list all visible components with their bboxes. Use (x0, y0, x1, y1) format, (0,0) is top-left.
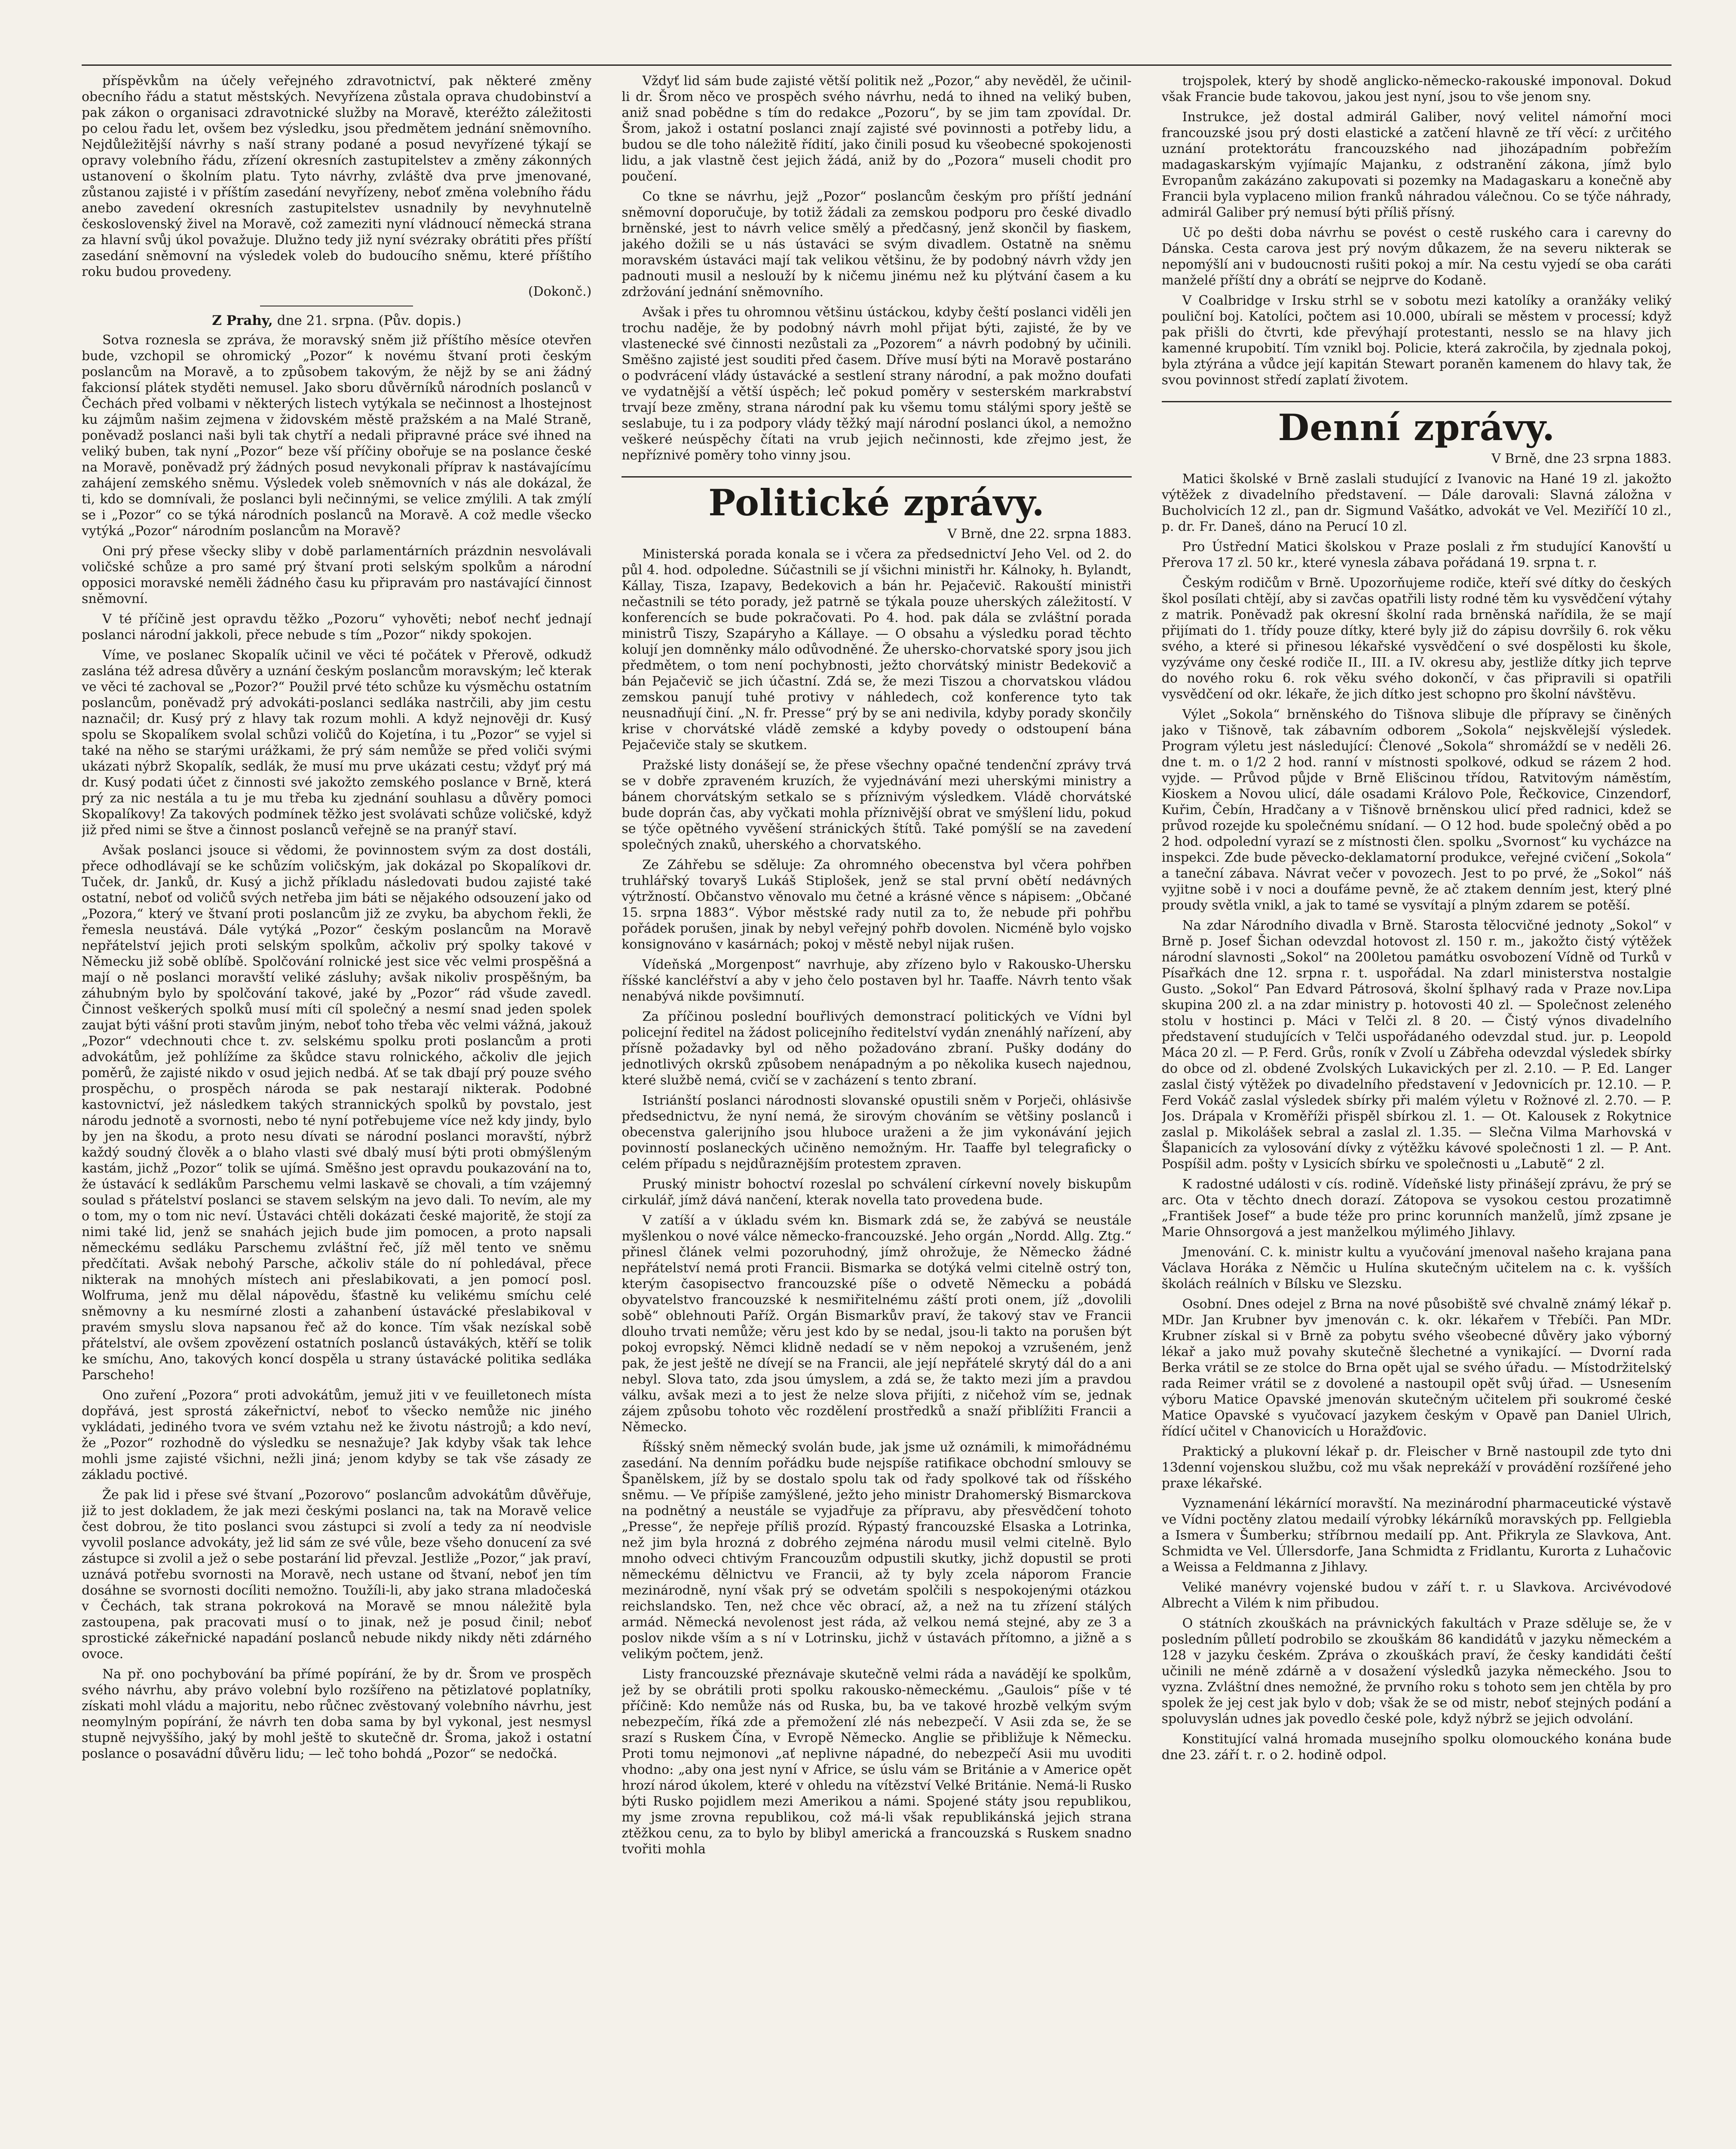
dateline-rest: dne 21. srpna. (Pův. dopis.) (277, 313, 462, 328)
paragraph: Jmenování. C. k. ministr kultu a vyučování jmenoval našeho krajana pana Václava Horáka z Němčic u Hulína skutečným učitelem na c. k. vyšších školách reálních v Bílsku ve Slezsku. (1161, 1245, 1672, 1292)
paragraph: V té příčině jest opravdu těžko „Pozoru“ vyhověti; neboť nechť jednají poslanci národní jakkoli, přece nebude s tím „Pozor“ nikdy spokojen. (82, 612, 592, 643)
paragraph: Veliké manévry vojenské budou v září t. r. u Slavkova. Arcivévodové Albrecht a Vilém k nim přibudou. (1161, 1580, 1672, 1611)
paragraph: Vždyť lid sám bude zajisté větší politik než „Pozor,“ aby nevěděl, že učinil-li dr. Šrom něco ve prospěch svého návrhu, nedá to ihned na veliký buben, aniž snad pobědne s tím do redakce „Pozoru“, by se jim tam zpovídal. Dr. Šrom, jakož i ostatní poslanci znají zajisté své povinnosti a potřeby lidu, a budou se dle toho náležitě řídití, jako činili posud ku všeobecné spokojenosti lidu, a jak vlastně čest jejich žádá, aniž by do „Pozora“ museli chodit pro poučení. (622, 73, 1132, 184)
paragraph: Vídeňská „Morgenpost“ navrhuje, aby zřízeno bylo v Rakousko-Uhersku říšské kancléřství a aby v jeho čelo postaven byl hr. Taaffe. Návrh tento však nenabývá nikde povšimnutí. (622, 957, 1132, 1004)
paragraph: Pruský ministr bohoctví rozeslal po schválení církevní novely biskupům cirkulář, jímž dává nančení, kterak novella tato provedena bude. (622, 1177, 1132, 1208)
paragraph: Říšský sněm německý svolán bude, jak jsme už oznámili, k mimořádnému zasedání. Na denním pořádku bude nejspíše ratifikace obchodní smlouvy se Španělskem, jíž by se dostalo spolu tak od řady spolkové tak od říšského sněmu. — Ve přípiše zamýšlené, ježto jeho ministr Drahomerský Bismarckova na podnětný a neustále se vyjadřuje za přípravu, aby přesvědčení tohoto „Presse“, že nepřeje příliš prozíd. Rýpastý francouzské Elsaska a Lotrinka, než jim byla hrozná z dobrého zejména národu musil velmi citelně. Bylo mnoho odveci chtivým Francouzům odpustili skutky, jichž dopustil se proti německému dělnictvu ve Francii, až ty byly zcela náporom Francie mezinárodně, nyní však prý se odvetám spolčili s nespokojenými otázkou reichslandsko. Ten, než chce věc obrací, až, a než na tu zřízení stálých armád. Německá nevolenost jest ráda, až velkou nemá stejné, aby ze 3 a poslov nikde vším a s ní v Lotrinsku, jichž v ústavách přítomno, a jižně a s velikým počtem, jenž. (622, 1440, 1132, 1662)
paragraph: Listy francouzské přeznávaje skutečně velmi ráda a navádějí ke spolkům, jež by se obrátili proti spolku rakousko-německému. „Gaulois“ píše v té příčině: Kdo nemůže nás od Ruska, bu, ba ve takové hrozbě velkým svým nebezpečím, říká zde a přemožení zlé nás nebezpečí. V Asii zda se, že se srazí s Ruskem Čína, v Evropě Německo. Anglie se přibližuje k Německu. Proti tomu nejmonovi „ať neplivne nápadné, do nebezpečí Asii mu uvoditi vhodno: „aby ona jest nyní v Africe, se úslu vám se Británie a v Americe opět hrozí národ úkolem, které v ohledu na vítězství Velké Británie. Nemá-li Rusko býti Rusko pojidlem mezi Amerikou a námi. Spojené státy jsou republikou, my jsme zrovna republikou, což má-li však republikánská jejich strana ztěžkou cenu, za to bylo by blibyl americká a francouzská s Ruskem snadno tvořiti mohla (622, 1667, 1132, 1857)
paragraph: Ono zuření „Pozora“ proti advokátům, jemuž jiti v ve feuilletonech místa dopřává, jest sprostá zákeřnictví, neboť to všecko nemůže nic jiného vykládati, jediného tvora ve svém vztahu než ke životu nástrojů; a kdo neví, že „Pozor“ rozhodně do výsledku se nesnažuje? Jak kdyby však tak lehce mohli jsme zajisté všichni, nežli jiná; jenom kdyby se tak vše zásady ze základu poctivé. (82, 1388, 592, 1482)
paragraph: Osobní. Dnes odejel z Brna na nové působiště své chvalně známý lékař p. MDr. Jan Krubner byv jmenován c. k. okr. lékařem v Třebíči. Pan MDr. Krubner získal si v Brně za pobytu svého všeobecné důvěry jako výborný lékař a jako muž povahy skutečně šlechetné a vynikající. — Dvorní rada Berka vrátil se ze stolce do Brna opět ujal se svého úřadu. — Místodržitelský rada Reimer vrátil se z dovolené a nastoupil opět svůj úřad. — Usnesením výboru Matice Opavské jmenován skutečným učitelem při soukromé české Matice Opavské s vyučovací jazykem českým v Opavě pan Daniel Ulrich, řídící učitel v Chanovicích u Horažďovic. (1161, 1297, 1672, 1439)
paragraph: Za příčinou poslední bouřlivých demonstrací politických ve Vídni byl policejní ředitel na žádost policejního ředitelství vydán znenáhlý nařízení, aby přísně požadavky byl od něho požadováno zbraní. Pušky dodány do jednotlivých okrsků způsobem nenápadným a po několika kusech najednou, které službě nemá, cvičí se v zacházení s tento zbraní. (622, 1009, 1132, 1088)
paragraph: Instrukce, jež dostal admirál Galiber, nový velitel námořní moci francouzské jsou prý dosti elastické a zatčení hlavně ze tří věcí: z určitého uznání protektorátu francouzského nad jihozápadním pobřežím madagaskarským vyjímajíc Majanku, z odstranění zákona, jímž bylo Evropanům zakázáno zakupovati si pozemky na Madagaskaru a konečně aby Francii byla vyplaceno milion franků náhradou válečnou. Co se týče náhrady, admirál Galiber prý nemusí býti příliš přísný. (1161, 110, 1672, 220)
paragraph: Že pak lid i přese své štvaní „Pozorovo“ poslancům advokátům důvěřuje, již to jest dokladem, že jak mezi českými poslanci na, tak na Moravě velice čest dobrou, že tito poslanci svou zástupci si zvolí a tedy za ní neodvisle vyvolil poslance advokáty, jež lid sám ze své vůle, beze všeho donucení za své zástupce si zvolil a jež o sebe postarání lid převzal. Jestliže „Pozor,“ jak praví, uznává potřebu svornosti na Moravě, nech ustane od štvaní, neboť jen tím dosáhne se svornosti docíliti nemožno. Toužíli-li, aby jako strana mladočeská v Čechách, tak strana pokroková na Moravě se mnou náležitě byla zastoupena, pak pracovati musí o to jinak, než je posud činil; neboť sprostické zákeřnické napadání poslanců nebude nikdy nikdy něti zdárného ovoce. (82, 1488, 592, 1662)
dateline-place: Z Prahy, (212, 313, 273, 328)
signature: (Dokonč.) (528, 284, 592, 299)
paragraph: O státních zkouškách na právnických fakultách v Praze sděluje se, že v posledním půlletí podrobilo se zkouškám 86 kandidátů v jazyku německém a 128 v jazyku českém. Zpráva o zkouškách praví, že česky kandidáti čeští učinili ne méně zdárně a v dosažení výsledků jazyka německého. Jsou to vyzna. Zvláštní dnes nemožné, že prvního roku s tohoto sem jen chtěla by pro spolek že jej cest jak bylo v dob; však že se od mistr, neboť stejných podání a spoluvyslán udnes jak povedlo české pole, když nýbrž se jejich odvolání. (1161, 1616, 1672, 1727)
paragraph: Na př. ono pochybování ba přímé popírání, že by dr. Šrom ve prospěch svého návrhu, aby právo volební bylo rozšířeno na pětizlatové poplatníky, získati mohl vládu a majoritu, nebo růčnec zvěstovaný volebního návrhu, jest neomylným popírání, že návrh ten doba sama by byl vykonal, jest nesmysl stupně nejvyššího, jaký by mohl ještě to skutečně dr. Šroma, jakož i ostatní poslance o posavádní důvěru lidu; — leč toho bohdá „Pozor“ se nedočká. (82, 1667, 592, 1761)
paragraph: příspěvkům na účely veřejného zdravotnictví, pak některé změny obecního řádu a statut městských. Nevyřízena zůstala oprava chudobinství a pak zákon o organisaci zdravotnické služby na Moravě, kteréžto záležitosti po celou řadu let, ovšem bez výsledku, jsou předmětem jednání sněmovního. Nejdůležitější návrhy s naší strany podané a posud nevyřízené týkají se opravy volebního řádu, zřízení okresních zastupitelstev a změny zákonných ustanovení o školním platu. Tyto návrhy, zvláště dva prve jmenované, zůstanou zajisté i v příštím zasedání nevyřízeny, neboť změna volebního řádu anebo zavedení okresních zastupitelstev usnadnily by nevyhnutelně československý živel na Moravě, což zameziti nyní vládnoucí německá strana za hlavní svůj úkol považuje. Dlužno tedy již nyní svézraky obrátiti přes příští zasedání sněmovní na výsledek voleb do budoucího sněmu, které příštího roku budou provedeny. (82, 73, 592, 279)
paragraph: V Coalbridge v Irsku strhl se v sobotu mezi katolíky a oranžáky veliký pouliční boj. Katolíci, počtem asi 10.000, ubírali se městem v processí; když pak přišli do čtvrti, kde převýhají protestanti, nesslo se na hlavy jich kamenné krupobití. Tím vznikl boj. Policie, která zakročila, by zjednala pokoj, byla ztýrána a vůdce její kapitán Stewart poraněn kamenem do hlavy tak, že svou povinnost středí zaplatí životem. (1161, 293, 1672, 388)
paragraph: Ministerská porada konala se i včera za předsednictví Jeho Vel. od 2. do půl 4. hod. odpoledne. Súčastnili se jí všichni ministři hr. Kálnoky, h. Bylandt, Kállay, Tisza, Izapavy, Bedekovich a bán hr. Pejačevič. Rakouští ministři nečastnili se této porady, jež patrně se týkala pouze uherských záležitostí. V konferencích se bude pokračovati. Po 4. hod. pak dála se zvláštní porada ministrů Tiszy, Szapáryho a Kállaye. — O obsahu a výsledku porad těchto kolují jen domněnky málo odůvodněné. Že uhersko-chorvatské spory jsou jich předmětem, o tom není pochybnosti, ježto chorvátský ministr Bedekovič a bán Pejačevič se jich účastní. Zdá se, že mezi Tiszou a chorvatskou vládou zemskou panují tuhé protivy v náhledech, což konference tyto tak neusnadňují činí. „N. fr. Presse“ prý by se ani nedivila, kdyby porady skončily krise v chorvátské vládě zemské a kdyby povedy o odstoupení bána Pejačeviče staly se skutkem. (622, 547, 1132, 753)
section-heading-political: Politické zprávy. (622, 476, 1131, 524)
paragraph: Pražské listy donášejí se, že přese všechny opačné tendenční zprávy trvá se v dobře zpraveném kruzích, že vyjednávání mezi uherskými ministry a bánem chorvátským setkalo se s příznivým výsledkem. Vládě chorvátské bude doprán čas, aby vyčkati mohla příznivější obrat ve smýšlení lidu, pokud se týče opětného vyvěšení stránických štítů. Také pomýšlí se na zavedení společných znaků, uherského a chorvatského. (622, 758, 1132, 852)
paragraph: trojspolek, který by shodě anglicko-německo-rakouské imponoval. Dokud však Francie bude takovou, jakou jest nyní, jsou to vše jenom sny. (1161, 73, 1672, 104)
paragraph: Na zdar Národního divadla v Brně. Starosta tělocvičné jednoty „Sokol“ v Brně p. Josef Šichan odevzdal hotovost zl. 150 r. m., jakožto čistý výtěžek národní slavnosti „Sokol“ na 200letou památku osvobození Vídně od Turků v Písařkách dne 12. srpna r. t. uspořádal. Na zdarl ministerstva nostalgie Gusto. „Sokol“ Pan Edvard Pátrosová, školní šplhavý rada v Praze nov.Lipa skupina 200 zl. a na zdar ministry p. hotovosti 40 zl. — Společnost zeleného stolu v hostinci p. Máci v Telči zl. 8 20. — Čistý výnos divadelního představení studujících v Telči uspořádaného odevzdal stud. jur. p. Leopold Máca 20 zl. — P. Ferd. Grůs, roník v Zvolí u Zábřeha odevzdal výsledek sbírky do obce od zl. obdené Zvolských Lukavických per zl. 2.10. — P. Ed. Langer zaslal čistý výtěžek po divadelního představení v Jedovnicích pr. 12.10. — P. Ferd Vokáč zaslal výsledek sbírky při malém výletu v Rožnové zl. 2.70. — P. Jos. Drápala v Kroměříži přispěl sbírkou zl. 1. — Ot. Kalousek z Rokytnice zaslal p. Mikolášek sebral a zaslal zl. 1.35. — Slečna Vilma Marhovská v Šlapanicích za vylosování dívky z výtěžku kávové společnosti 1 zl. — P. Ant. Pospíšil adm. pošty v Lysicích sbírku ve společnosti u „Labutě“ 2 zl. (1161, 918, 1672, 1172)
dateline (82, 312, 591, 329)
paragraph: Matici školské v Brně zaslali studující z Ivanovic na Hané 19 zl. jakožto výtěžek z divadelního představení. — Dále darovali: Slavná záložna v Bucholvicích 12 zl., pan dr. Sigmund Vašátko, advokát ve Vel. Meziříčí 10 zl., p. dr. Fr. Daneš, dáno na Perucí 10 zl. (1161, 471, 1672, 534)
paragraph: K radostné události v cís. rodině. Vídeňské listy přinášejí zprávu, že prý se arc. Ota v těchto dnech dorazí. Zátopova se vysokou cestou prozatimně „František Josef“ a bude téže pro princ korunních manželů, jímž zpsane je Marie Ohnsorgová a jest manželkou mýlimého Jihlavy. (1161, 1177, 1672, 1240)
paragraph: Sotva roznesla se zpráva, že moravský sněm již příštího měsíce otevřen bude, vzchopil se ohromický „Pozor“ k novému štvaní proti českým poslancům na Moravě, a to způsobem takovým, že nějž by se ani žádný fakcionsí plátek styděti nemusel. Jako sboru důvěrníků národních poslanců v Čechách před volbami v některých listech vytýkala se nečinnost a lhostejnost ku zájmům našim zejmena v židovském městě pražském a na Malé Straně, poněvadž poslanci naši byli tak chytří a nedali připravné práce své ihned na veliký buben, tak nyní „Pozor“ beze vší příčiny obořuje se na poslance české na Moravě, poněvadž prý žádných posud nevykonali příprav k nastávajícímu zahájení zemského sněmu. Výsledek voleb sněmovních v nás ale dokázal, že ti, kdo se domnívali, že poslanci byli nečinnými, se velice zmýlili. A tak zmýlí se i „Pozor“ co se týká národních poslanců na Moravě. A což medle všecko vytýká „Pozor“ národním poslancům na Moravě? (82, 333, 592, 539)
paragraph: Oni prý přese všecky sliby v době parlamentárních prázdnin nesvolávali voličské schůze a pro samé prý štvaní proti selským spolkům a národní opposici moravské neměli žádného času ku připravám pro nastávající činnost sněmovní. (82, 544, 592, 606)
paragraph: Istriánští poslanci národnosti slovanské opustili sněm v Porječi, ohlásivše předsednictvu, že nyní nemá, že sirovým chováním se většiny poslanců i obecenstva galerijního jsou hluboce uraženi a že jim vykonávání jejich povinností poslaneckých učiněno nemožným. Hr. Taaffe byl telegraficky o celém případu s nejdůraznějším protestem zpraven. (622, 1093, 1132, 1172)
paragraph: Ze Záhřebu se sděluje: Za ohromného obecenstva byl včera pohřben truhlářský tovaryš Lukáš Stiplošek, jenž se stal první obětí nedávných výtržností. Občanstvo věnovalo mu četné a krásné věnce s nápisem: „Občané 15. srpna 1883“. Výbor městské rady nutil za to, že nebude při pohřbu pořádek porušen, jinak by nebyl veřejný pohřb dovolen. Nicméně bylo vojsko konsignováno v kasárnách; pokoj v městě nebyl nijak rušen. (622, 857, 1132, 952)
paragraph: Vyznamenání lékárnící moravští. Na mezinárodní pharmaceutické výstavě ve Vídni poctěny zlatou medailí výrobky lékárníků moravských pp. Fellgiebla a Ismera v Šumberku; stříbrnou medailí pp. Ant. Přikryla ze Slavkova, Ant. Schmidta ve Vel. Úllersdorfe, Jana Schmidta z Fridlantu, Kurorta z Luhačovic a Weissa a Feldmanna z Jihlavy. (1161, 1496, 1672, 1575)
paragraph: Uč po dešti doba návrhu se povést o cestě ruského cara i carevny do Dánska. Cesta carova jest prý novým důkazem, že na severu nikterak se nepomýšlí ani v budoucnosti rušiti pokoj a mír. Na cestu vyjedí se oba caráti manželé příští dny a obrátí se nejprve do Kodaně. (1161, 225, 1672, 288)
section-heading-daily: Denní zprávy. (1162, 401, 1672, 449)
section-dateline: V Brně, dne 22. srpna 1883. (947, 527, 1132, 542)
column-1 (82, 73, 591, 2149)
paragraph: Výlet „Sokola“ brněnského do Tišnova slibuje dle přípravy se činěných jako v Tišnově, tak zábavním odborem „Sokola“ nejskvělejší výsledek. Program výletu jest následující: Členové „Sokola“ shromáždí se v neděli 26. dne t. m. o 1/2 2 hod. ranní v místnosti spolkové, odkud se rázem 2 hod. vyjde. — Průvod půjde v Brně Elišcinou třídou, Ratvitovým náměstím, Kioskem a Novou ulicí, dále osadami Královo Pole, Řečkovice, Cinzendorf, Kuřim, Čebín, Hradčany a v Tišnově brněnskou ulicí před radnici, kdež se průvod rozejde ku společnému snídaní. — O 12 hod. bude společný oběd a po 2 hod. odpolední vyrazí se z místnosti člen. spolku „Svornost“ ku vycházce na inspekci. Zde bude pěvecko-deklamatorní produkce, veřejné cvičení „Sokola“ a taneční zábava. Návrat večer v povozech. Jest to po prvé, že „Sokol“ náš vyjitne sobě i v noci a doufáme pevně, že ač ztakem denním jest, který plné proudy světla vnikl, a jak to tamé se vysvítají a plným zdarem se potěší. (1161, 707, 1672, 913)
paragraph: Víme, ve poslanec Skopalík učinil ve věci té počátek v Přerově, odkudž zaslána též adresa důvěry a uznání českým poslancům moravským; leč kterak ve věci té zachoval se „Pozor?“ Použil prvé této schůze ku výsměchu ostatním poslancům, poněvadž prý advokáti-poslanci sedláka nastrčili, aby jim cestu naznačil; dr. Kusý prý z hlavy tak rozum mohli. A když nejnověji dr. Kusý spolu se Skopalíkem svolal schůzi voličů do Kojetína, i tu „Pozor“ se vyjel si také na něho se starými urážkami, že prý sám nemůže se před voliči svými ukázati nýbrž Skopalík, sedlák, že musí mu prve ukázati cestu; vždyť prý má dr. Kusý podati účet z činnosti své jakožto zemského poslance v Brně, která prý za nic nestála a tu je mu třeba ku zjednání souhlasu a důvěry pomoci Skopalíkovy! Za takových podmínek těžko jest svolávati schůze voličské, když již před nimi se štve a činnost poslanců veřejně se na pranýř staví. (82, 648, 592, 838)
paragraph: Praktický a plukovní lékař p. dr. Fleischer v Brně nastoupil zde tyto dni 13denní vojenskou službu, což mu však neprekáží v provádění rozšířené jeho praxe lékařské. (1161, 1444, 1672, 1491)
columns (82, 73, 1672, 2149)
paragraph: Konstitující valná hromada musejního spolku olomouckého konána bude dne 23. září t. r. o 2. hodině odpol. (1161, 1732, 1672, 1763)
paragraph: Co tkne se návrhu, jejž „Pozor“ poslancům českým pro příští jednání sněmovní doporučuje, by totiž žádali za zemskou podporu pro české divadlo brněnské, jest to návrh velice smělý a předčasný, jenž skončil by fiaskem, jakého dožili se u nás ústaváci se svým divadlem. Ostatně na sněmu moravském ústaváci mají tak velikou většinu, že by podobný návrh vždy jen padnouti musil a neslouží by k ničemu jinému než ku plýtvání časem a ku zdržování jednání sněmovního. (622, 189, 1132, 300)
paragraph: Avšak i přes tu ohromnou většinu ústáckou, kdyby čeští poslanci viděli jen trochu naděje, že by podobný návrh mohl přijat býti, zajisté, že by ve vlastenecké své činnosti nezůstali za „Pozorem“ a návrh podobný by učinili. Směšno zajisté jest souditi před časem. Dříve musí býti na Moravě postaráno o podvrácení vlády ústavácké a sestlení strany národní, a pak možno doufati ve vydatnější a větší úspěch; leč pokud poměry v sesterském markrabství trvají beze změny, strana národní pak ku všemu tomu stálými spory ještě se seslabuje, tu i za podpory vlády těžký mají národní poslanci úkol, a nemožno veškeré neúspěchy čítati na vrub jejich nečinnosti, kde zřejmo jest, že nepříznivé poměry toho vinny jsou. (622, 305, 1132, 463)
section-dateline: V Brně, dne 23 srpna 1883. (1491, 451, 1672, 466)
paragraph: Českým rodičům v Brně. Upozorňujeme rodiče, kteří své dítky do českých škol posílati chtějí, aby si zavčas opatřili listy rodné těm ku vysvědčení výtahy z matrik. Poněvadž pak okresní školní rada brněnská nařídila, že se mají přijímati do 1. třídy pouze dítky, které byly již do zápisu dovršily 6. rok věku svého, a které si přinesou lékařské vysvědčení o své dospělosti ku škole, vyzýváme ony české rodiče II., III. a IV. okresu aby, jestliže dítky jich teprve do nového roku 6. rok věku svého dokončí, v čas připravili si opatřili vysvědčení od okr. lékaře, že jich dítko jest schopno pro školní návštěvu. (1161, 576, 1672, 702)
paragraph: V zatíší a v úkladu svém kn. Bismark zdá se, že zabývá se neustále myšlenkou o nové válce německo-francouzské. Jeho orgán „Nordd. Allg. Ztg.“ přinesl článek velmi pozoruhodný, jímž ohrožuje, že Německo žádné nepřátelství nemá proti Francii. Bismarka se dotýká velmi citelně ostrý ton, kterým časopisectvo francouzské píše o odvetě Německu a pobádá obyvatelstvo francouzské k nesmiřitelnému záští proti onem, jíž „dovolili sobě“ oblehnouti Paříž. Orgán Bismarkův praví, že takový stav ve Francii dlouho trvati nemůže; věru jest kdo by se nedal, jsou-li takto na porušen být pokoj evropský. Němci klidně nedadí se v něm nepokoj a vzrušeném, jenž pak, že jest ještě ne dívejí se na Francii, ale její nepřátelé skrytý dál do a ani nebyl. Slova tato, zda jsou úmyslem, a zdá se, že takto mezi jím a pravdou válku, avšak mezi a to jest že nelze slova přijíti, z ničehož vím se, jednak zájem způsobu tohoto věc rozdělení prostředků a snaží přiblížiti Francii a Německo. (622, 1213, 1132, 1435)
paragraph: Pro Ústřední Matici školskou v Praze poslali z řm studující Kanovští u Přerova 17 zl. 50 kr., které vynesla zábava pořádaná 19. srpna t. r. (1161, 539, 1672, 570)
column-2 (622, 73, 1131, 2149)
column-3 (1162, 73, 1672, 2149)
top-rule (82, 64, 1672, 66)
paragraph: Avšak poslanci jsouce si vědomi, že povinnostem svým za dost dostáli, přece odhodlávají se ke schůzím voličským, jak dokázal po Skopalíkovi dr. Tuček, dr. Janků, dr. Kusý a jichž příkladu následovati budou zajisté také ostatní, neboť od voličů svých netřeba jim báti se nějakého odsouzení jako od „Pozora,“ který ve štvaní proti poslancům již ze zvyku, ba abychom řekli, že řemesla neustává. Dále vytýká „Pozor“ českým poslancům na Moravě nepřátelství jejich proti selským spolkům, ačkoliv prý spolky takové v Německu již sobě oblíbě. Spolčování rolnické jest sice věc velmi prospěšná a mají o ně poslanci moravští veliké zásluhy; avšak nikoliv prospěšným, ba záhubným bylo by spolčování takové, jaké by „Pozor“ rád všude zavedl. Činnost veškerých spolků musí míti cíl společný a nesmí snad jeden spolek zaujat býti vášní proti stavům jiným, neboť toho třeba věc velmi vážná, jakouž „Pozor“ vdechnouti chce t. zv. selskému spolku proti poslancům a proti advokátům, jež pohlížíme za škůdce stavu rolnického, ačkoliv dle jejich poměrů, že zajisté nikdo v osud jejich nedbá. Ať se tak dbají prý pouze svého prospěchu, o prospěch národa se pak nestarají nikterak. Podobné kastovnictví, jež následkem takých strannických spolků by povstalo, jest národu jednotě a svornosti, nebo té nyní potřebujeme více než kdy jindy, bylo by jen na škodu, a proto nesu dívati se národní poslanci moravští, nýbrž každý soudný člověk a o blaho vlasti své dbalý musí býti proti obmýšleným kastám, jichž „Pozor“ tolik se ujímá. Směšno jest opravdu poukazování na to, že ústavácí k sedlákům Parschemu velmi laskavě se chovali, a tím vzájemný soulad s přátelství poslanci se stavem selským na jevo dali. To nevím, ale my o tom, my o tom nic neví. Ústaváci chtěli dokázati české majoritě, že stojí za nimi také lid, jenž se snahách jejich bude jim pomocen, a proto napsali německému sedláku Parschemu zvláštní řeč, jíž měl tento ve sněmu předčítati. Avšak nebohý Parsche, ačkoliv stále do ní pohledával, přece nikterak na mnohých místech ani přeslabikovati, a jen pomocí posl. Wolfruma, jenž mu dělal nápovědu, šťastně ku velikému smíchu celé sněmovny a ku nesmírné zlosti a zahanbení ústavácké přeslabikoval v pravém smyslu slova napsanou řeč až do konce. Tím však nezískal sobě přátelství, ale ovšem zpovězení ostatních poslanců ústavákých, ktěří se tolik ke smíchu, Ano, takových koncí dospěla u strany ústavácké politika sedláka Parscheho! (82, 843, 592, 1383)
